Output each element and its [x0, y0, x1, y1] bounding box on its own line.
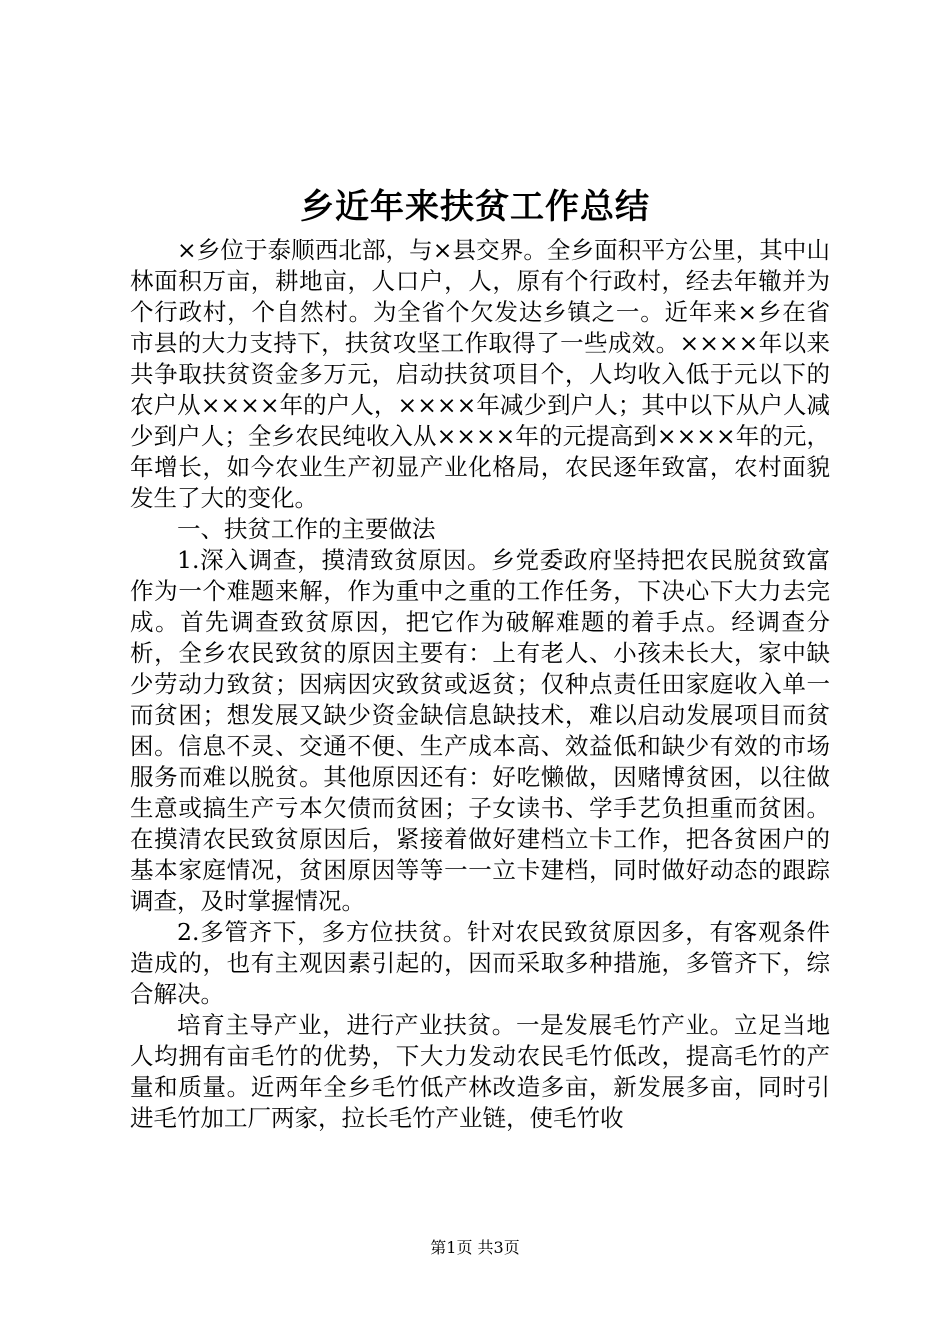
page-number-footer: 第1页 共3页	[430, 1238, 520, 1257]
body-paragraph-2: 2.多管齐下，多方位扶贫。针对农民致贫原因多，有客观条件造成的，也有主观因素引起的，因而采取多种措施，多管齐下，综合解决。	[130, 918, 830, 1008]
section-heading: 一、扶贫工作的主要做法	[177, 515, 436, 543]
intro-paragraph: ×乡位于泰顺西北部，与×县交界。全乡面积平方公里，其中山林面积万亩，耕地亩，人口户，人，原有个行政村，经去年辙并为个行政村，个自然村。为全省个欠发达乡镇之一。近年来×乡在省市县的大力支持下，扶贫攻坚工作取得了一些成效。××××年以来共争取扶贫资金多万元，启动扶贫项目个，人均收入低于元以下的农户从××××年的户人，××××年减少到户人；其中以下从户人减少到户人；全乡农民纯收入从××××年的元提高到××××年的元，年增长，如今农业生产初显产业化格局，农民逐年致富，农村面貌发生了大的变化。	[130, 236, 830, 512]
body-paragraph-1: 1.深入调查，摸清致贫原因。乡党委政府坚持把农民脱贫致富作为一个难题来解，作为重中之重的工作任务，下决心下大力去完成。首先调查致贫原因，把它作为破解难题的着手点。经调查分析，全乡农民致贫的原因主要有：上有老人、小孩未长大，家中缺少劳动力致贫；因病因灾致贫或返贫；仅种点责任田家庭收入单一而贫困；想发展又缺少资金缺信息缺技术，难以启动发展项目而贫困。信息不灵、交通不便、生产成本高、效益低和缺少有效的市场服务而难以脱贫。其他原因还有：好吃懒做，因赌博贫困，以往做生意或搞生产亏本欠债而贫困；子女读书、学手艺负担重而贫困。在摸清农民致贫原因后，紧接着做好建档立卡工作，把各贫困户的基本家庭情况，贫困原因等等一一立卡建档，同时做好动态的跟踪调查，及时掌握情况。	[130, 546, 830, 915]
document-body	[130, 235, 830, 1134]
document-title: 乡近年来扶贫工作总结	[300, 187, 650, 227]
body-paragraph-3: 培育主导产业，进行产业扶贫。一是发展毛竹产业。立足当地人均拥有亩毛竹的优势，下大力发动农民毛竹低改，提高毛竹的产量和质量。近两年全乡毛竹低产林改造多亩，新发展多亩，同时引进毛竹加工厂两家，拉长毛竹产业链，使毛竹收	[130, 1011, 830, 1132]
